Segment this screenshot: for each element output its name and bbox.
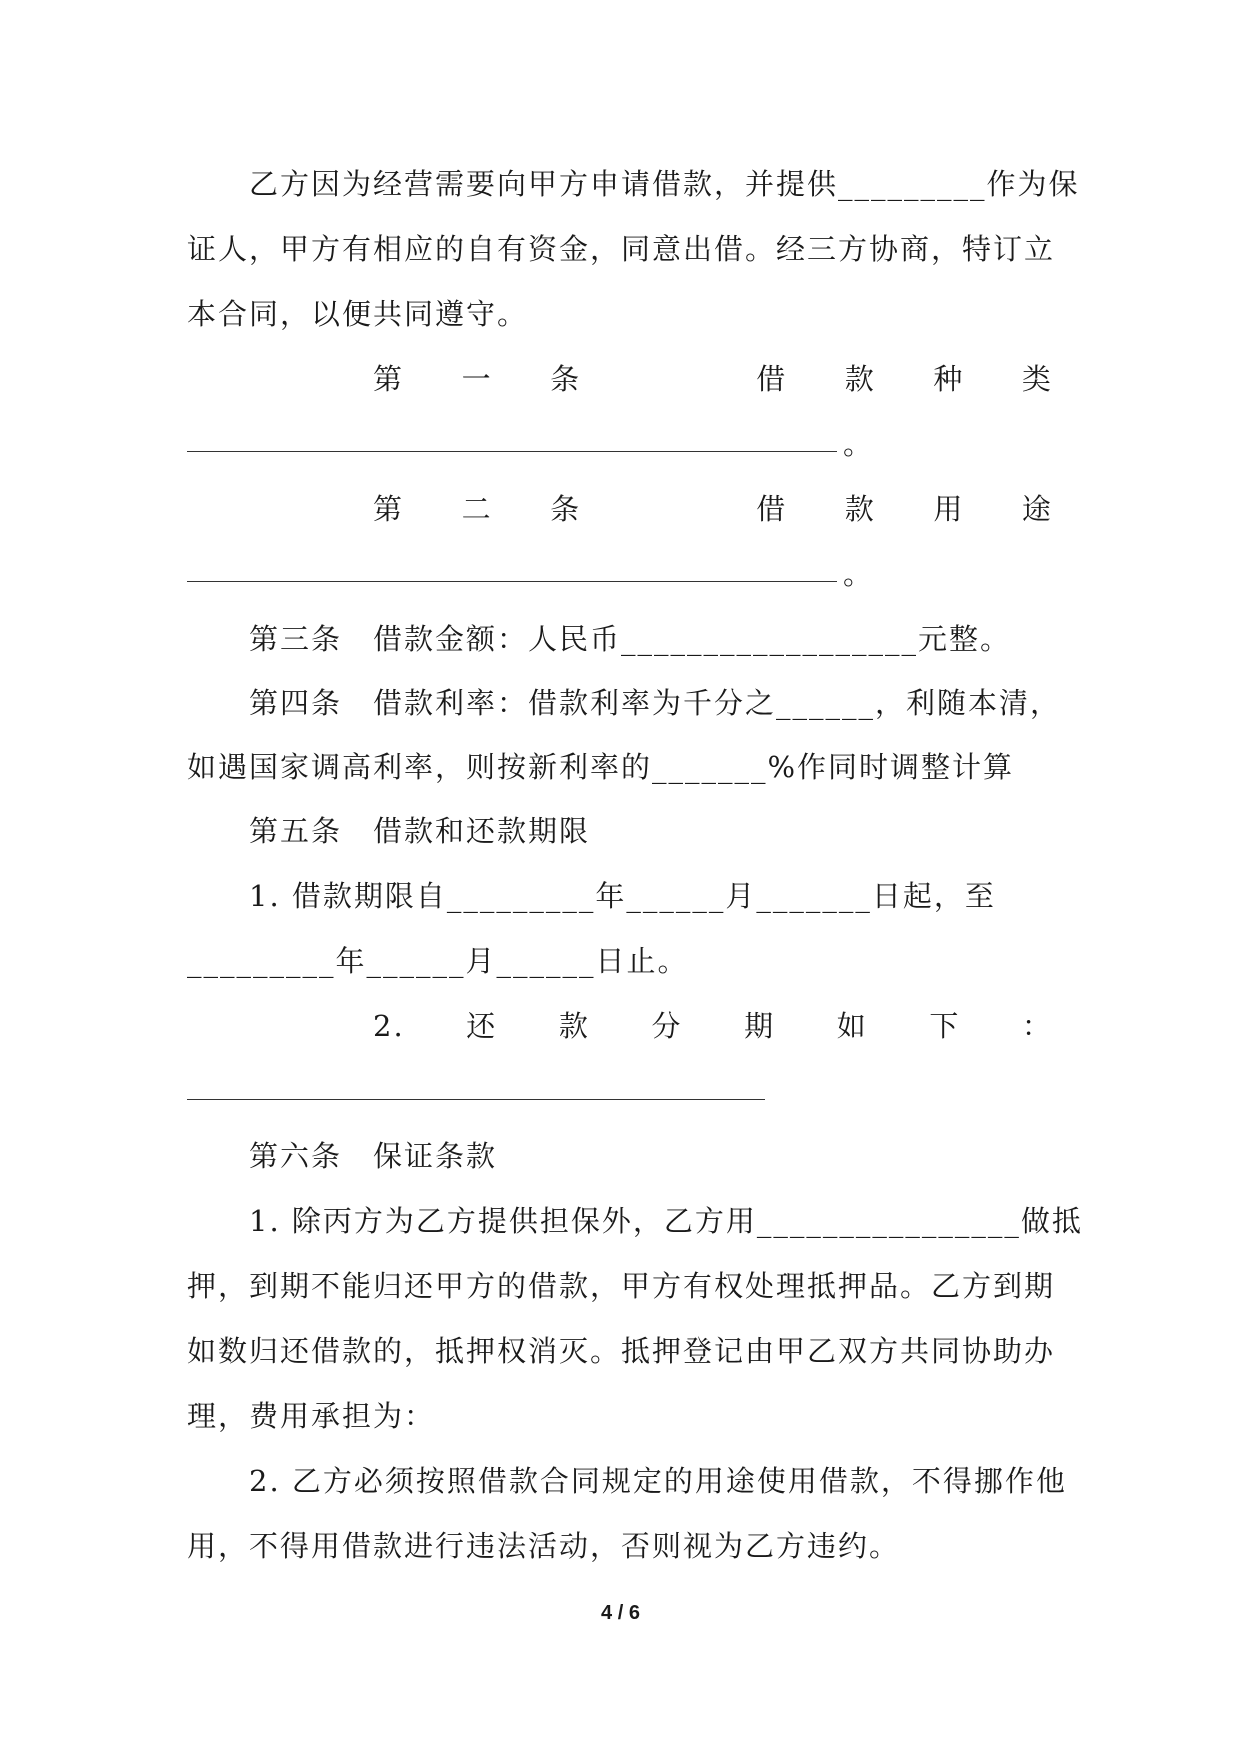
article-1-token: 第 (373, 362, 405, 396)
article-5-item-2-token: 还 (466, 1009, 498, 1043)
article-1-token: 种 (933, 362, 965, 396)
article-6-item-2-line-2: 用，不得用借款进行违法活动，否则视为乙方违约。 (187, 1529, 901, 1563)
article-5-item-2 (373, 1006, 1053, 1046)
article-5-heading: 第五条 借款和还款期限 (187, 814, 591, 848)
article-2-token: 第 (373, 492, 405, 526)
article-5-item-2-token: 下 (929, 1009, 961, 1043)
article-2-token: 途 (1021, 492, 1053, 526)
article-1-token: 款 (844, 362, 876, 396)
article-6-item-1-line-2: 押，到期不能归还甲方的借款，甲方有权处理抵押品。乙方到期 (187, 1269, 1056, 1303)
article-5-item-2-token: 如 (836, 1009, 868, 1043)
article-2-token: 借 (756, 492, 788, 526)
article-2-blank-line (187, 581, 837, 582)
article-5-item-1-line-1: 1. 借款期限自_________年______月_______日起，至 (187, 879, 996, 913)
article-1-heading (373, 359, 1053, 399)
article-5-item-2-token: 期 (744, 1009, 776, 1043)
article-6-item-2-line-1: 2. 乙方必须按照借款合同规定的用途使用借款，不得挪作他 (187, 1464, 1067, 1498)
intro-line-1: 乙方因为经营需要向甲方申请借款，并提供_________作为保 (187, 167, 1080, 201)
article-1-token: 借 (756, 362, 788, 396)
article-5-item-2-token: 分 (651, 1009, 683, 1043)
article-2-end-mark: 。 (843, 557, 875, 591)
article-3: 第三条 借款金额：人民币__________________元整。 (187, 622, 1012, 656)
article-5-item-2-token: ： (1021, 1009, 1053, 1043)
article-6-heading: 第六条 保证条款 (187, 1139, 498, 1173)
article-1-blank-line (187, 451, 837, 452)
article-2-token: 用 (933, 492, 965, 526)
article-6-item-1-line-4: 理，费用承担为： (187, 1399, 436, 1433)
article-5-item-2-blank-line (187, 1099, 765, 1100)
article-6-item-1-line-1: 1. 除丙方为乙方提供担保外，乙方用________________做抵 (187, 1204, 1083, 1238)
spacer (639, 359, 699, 399)
article-2-token: 款 (844, 492, 876, 526)
article-5-item-2-token: 款 (558, 1009, 590, 1043)
article-2-token: 二 (461, 492, 493, 526)
article-4-line-2: 如遇国家调高利率，则按新利率的_______%作同时调整计算 (187, 750, 1015, 784)
article-2-heading (373, 489, 1053, 529)
article-6-item-1-line-3: 如数归还借款的，抵押权消灭。抵押登记由甲乙双方共同协助办 (187, 1334, 1056, 1368)
spacer (639, 489, 699, 529)
page-number: 4 / 6 (601, 1602, 640, 1624)
intro-line-3: 本合同，以便共同遵守。 (187, 297, 529, 331)
intro-line-2: 证人，甲方有相应的自有资金，同意出借。经三方协商，特订立 (187, 232, 1056, 266)
article-1-token: 一 (461, 362, 493, 396)
article-2-token: 条 (550, 492, 582, 526)
article-5-item-2-token: 2. (373, 1009, 405, 1043)
article-1-token: 条 (550, 362, 582, 396)
article-5-item-1-line-2: _________年______月______日止。 (187, 944, 689, 978)
article-1-token: 类 (1021, 362, 1053, 396)
article-1-end-mark: 。 (843, 427, 875, 461)
article-4-line-1: 第四条 借款利率：借款利率为千分之______，利随本清， (187, 686, 1062, 720)
